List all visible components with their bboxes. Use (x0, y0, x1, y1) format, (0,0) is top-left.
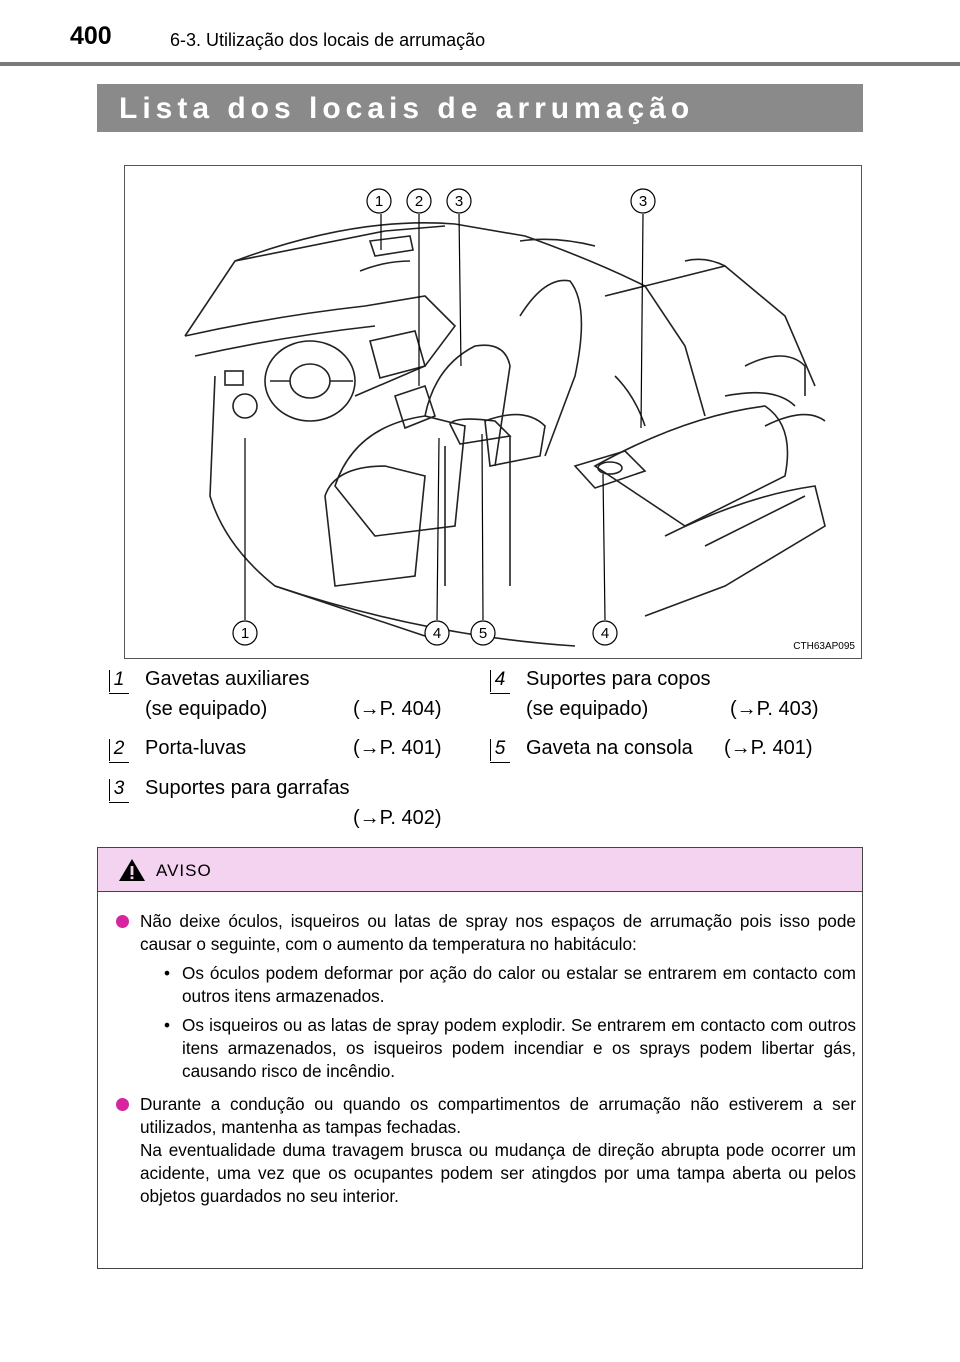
page-number: 400 (70, 22, 112, 50)
warning-sub-item (140, 962, 856, 1008)
warning-bullet (116, 1093, 856, 1208)
callout-top-3: 3 (454, 193, 464, 210)
legend-number: 3 (109, 777, 129, 801)
callout-top-2: 2 (414, 193, 424, 210)
legend-ref: (→P. 401) (353, 737, 442, 759)
legend-label-sub: (se equipado) (526, 698, 649, 720)
legend-ref: (→P. 403) (730, 698, 819, 720)
legend-number: 1 (109, 668, 129, 692)
legend-label: Suportes para garrafas (145, 777, 350, 799)
legend-label: Gavetas auxiliares (145, 668, 310, 690)
legend-number: 2 (109, 737, 129, 761)
warning-body (116, 910, 856, 1218)
sub-bullet-icon: • (164, 1015, 171, 1035)
warning-sub-item (140, 1014, 856, 1083)
page-title: Lista dos locais de arrumação (119, 92, 695, 125)
bullet-dot-icon (116, 1098, 129, 1111)
warning-header (98, 848, 862, 892)
callout-bottom-4: 4 (432, 625, 442, 642)
warning-title: AVISO (156, 861, 212, 880)
warning-text: Não deixe óculos, isqueiros ou latas de spray nos espaços de arrumação pois isso pode causar o seguinte, com o aumento da temperatura no habitáculo: (140, 911, 856, 954)
legend-label-sub: (se equipado) (145, 698, 268, 720)
warning-text: Na eventualidade duma travagem brusca ou mudança de direção abrupta pode ocorrer um acidente, uma vez que os ocupantes podem ser atingdos por uma tampa aberta ou pelos objetos guardados no seu interior. (140, 1140, 856, 1206)
page-header (0, 0, 960, 66)
figure-code: CTH63AP095 (793, 641, 855, 652)
bullet-dot-icon (116, 915, 129, 928)
legend-ref: (→P. 402) (353, 807, 442, 829)
callout-bottom-1: 1 (240, 625, 250, 642)
warning-text: Durante a condução ou quando os compartimentos de arrumação não estiverem a ser utilizados, mantenha as tampas fechadas. (140, 1094, 856, 1137)
legend-label: Porta-luvas (145, 737, 247, 759)
legend-label: Gaveta na consola (526, 737, 693, 759)
warning-sub-text: Os óculos podem deformar por ação do calor ou estalar se entrarem em contacto com outros itens armazenados. (182, 963, 856, 1006)
legend-ref: (→P. 401) (724, 737, 813, 759)
legend-ref: (→P. 404) (353, 698, 442, 720)
callout-top-1: 1 (374, 193, 384, 210)
legend-number: 4 (490, 668, 510, 692)
warning-bullet (116, 910, 856, 1083)
legend-number: 5 (490, 737, 510, 761)
warning-triangle-icon (118, 858, 146, 882)
callout-bottom-4b: 4 (600, 625, 610, 642)
section-title: 6-3. Utilização dos locais de arrumação (170, 30, 486, 50)
car-interior-drawing (125, 166, 861, 658)
legend-label: Suportes para copos (526, 668, 711, 690)
warning-box (97, 847, 863, 1269)
header-rule (0, 62, 960, 66)
title-bar (97, 84, 863, 132)
car-interior-illustration (124, 165, 862, 659)
sub-bullet-icon: • (164, 963, 171, 983)
warning-sub-text: Os isqueiros ou as latas de spray podem explodir. Se entrarem em contacto com outros itens armazenados, os isqueiros podem incendiar e os sprays podem libertar gás, causando risco de incêndio. (182, 1015, 856, 1081)
callout-bottom-5: 5 (478, 625, 488, 642)
callout-top-3b: 3 (638, 193, 648, 210)
